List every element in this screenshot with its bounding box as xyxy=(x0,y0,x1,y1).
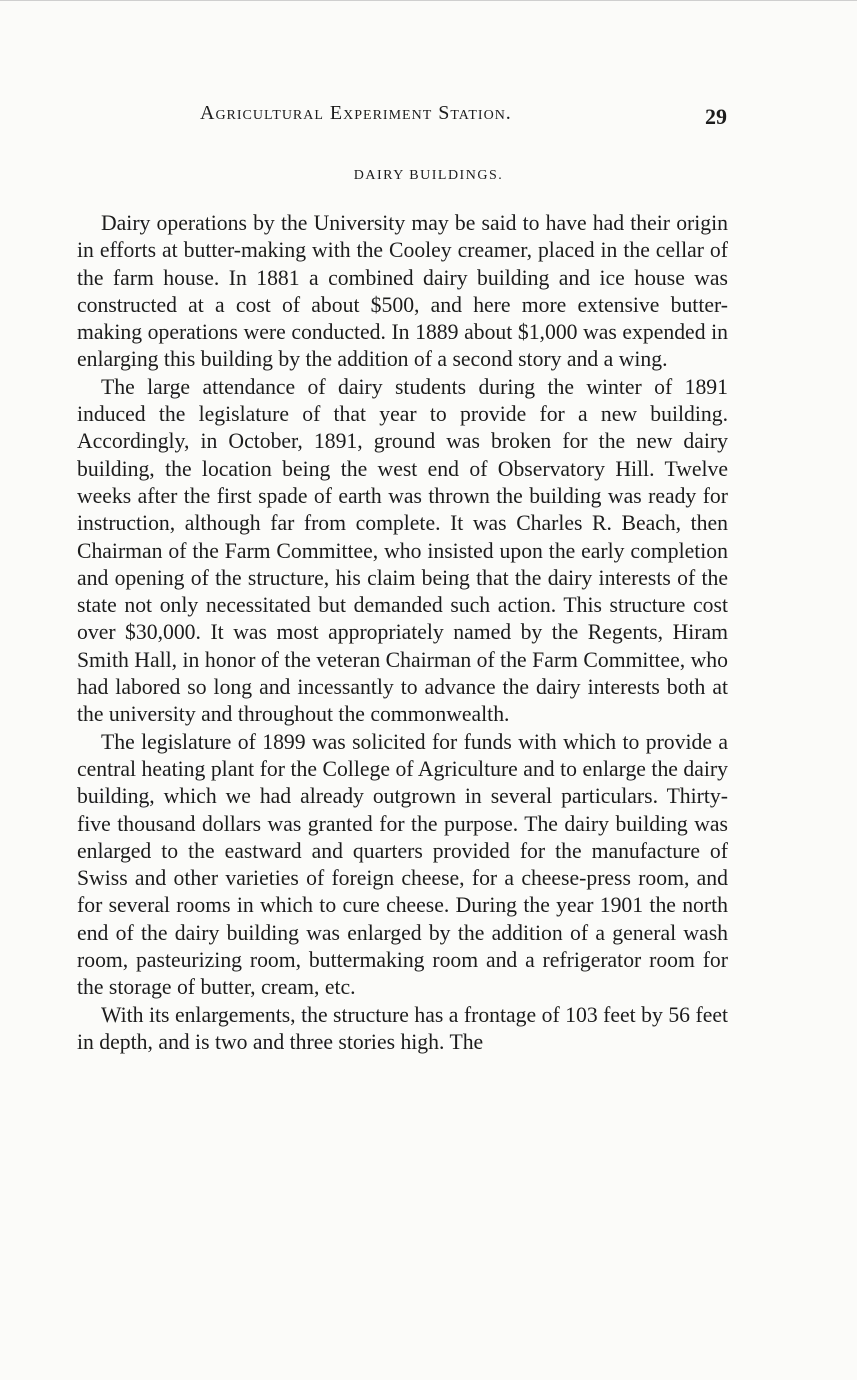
paragraph-hiram-smith-hall: The large attendance of dairy students during the winter of 1891 induced the legislature of that year to provide for a new building. Accordingly, in October, 1891, ground was broken for the new dairy building, the location being the west end of Observatory Hill. Twelve weeks after the first spade of earth was thrown the building was ready for instruction, although far from complete. It was Charles R. Beach, then Chairman of the Farm Committee, who insisted upon the early completion and opening of the structure, his claim being that the dairy interests of the state not only necessitated but demanded such action. This structure cost over $30,000. It was most appropriately named by the Regents, Hiram Smith Hall, in honor of the veteran Chairman of the Farm Committee, who had labored so long and incessantly to advance the dairy interests both at the university and throughout the commonwealth. xyxy=(77,374,728,727)
running-head-title: Agricultural Experiment Station. xyxy=(200,102,512,124)
paragraph-origins: Dairy operations by the University may be said to have had their origin in efforts at butter-making with the Cooley creamer, placed in the cellar of the farm house. In 1881 a combined dairy building and ice house was constructed at a cost of about $500, and here more extensive butter-making operations were conducted. In 1889 about $1,000 was expended in enlarging this building by the addition of a second story and a wing. xyxy=(77,211,728,372)
paragraph-dimensions: With its enlargements, the structure has a frontage of 103 feet by 56 feet in depth, and is two and three stories high. The xyxy=(77,1002,728,1054)
page-number: 29 xyxy=(705,104,727,129)
section-title: DAIRY BUILDINGS. xyxy=(353,168,504,183)
paragraph-enlargement: The legislature of 1899 was solicited for funds with which to provide a central heating plant for the College of Agriculture and to enlarge the dairy building, which we had already outgrown in several particulars. Thirty-five thousand dollars was granted for the purpose. The dairy building was enlarged to the eastward and quarters provided for the manufacture of Swiss and other varieties of foreign cheese, for a cheese-press room, and for several rooms in which to cure cheese. During the year 1901 the north end of the dairy building was enlarged by the addition of a general wash room, pasteurizing room, buttermaking room and a refrigerator room for the storage of butter, cream, etc. xyxy=(77,729,728,1000)
top-edge-rule xyxy=(0,0,857,1)
body-text xyxy=(77,210,728,1056)
